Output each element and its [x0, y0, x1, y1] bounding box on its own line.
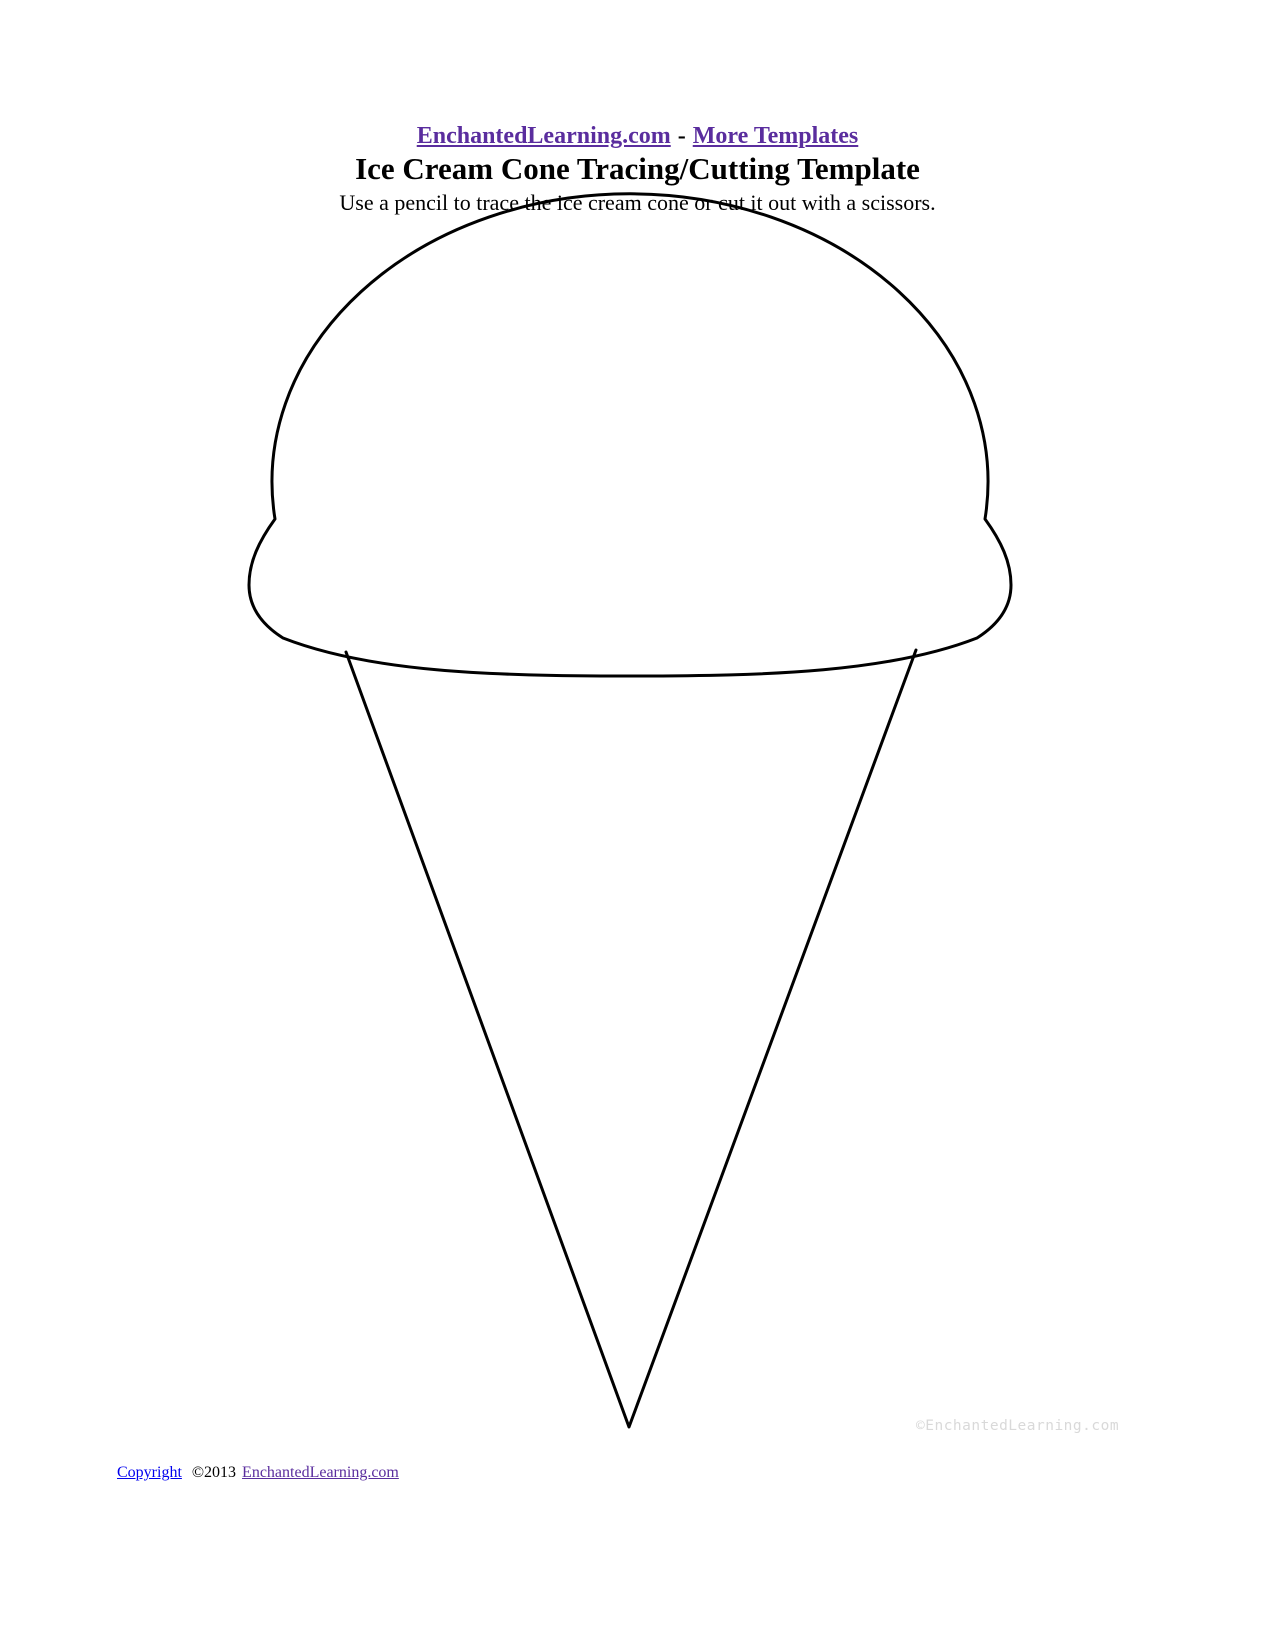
copyright-year-text: ©2013 [191, 1464, 237, 1481]
cone-outline [346, 650, 916, 1427]
more-templates-link[interactable]: More Templates [692, 123, 859, 149]
watermark-text: ©EnchantedLearning.com [916, 1418, 1120, 1434]
scoop-outline [249, 194, 1011, 676]
copyright-year [184, 1464, 188, 1481]
instructions-text: Use a pencil to trace the ice cream cone or cut it out with a scissors. [339, 190, 936, 215]
footer-site-link[interactable]: EnchantedLearning.com [242, 1464, 399, 1481]
footer [117, 1464, 399, 1482]
page-title: Ice Cream Cone Tracing/Cutting Template [355, 151, 920, 186]
link-separator: - [677, 123, 686, 149]
copyright-link[interactable]: Copyright [117, 1464, 182, 1481]
site-home-link[interactable]: EnchantedLearning.com [416, 123, 671, 149]
